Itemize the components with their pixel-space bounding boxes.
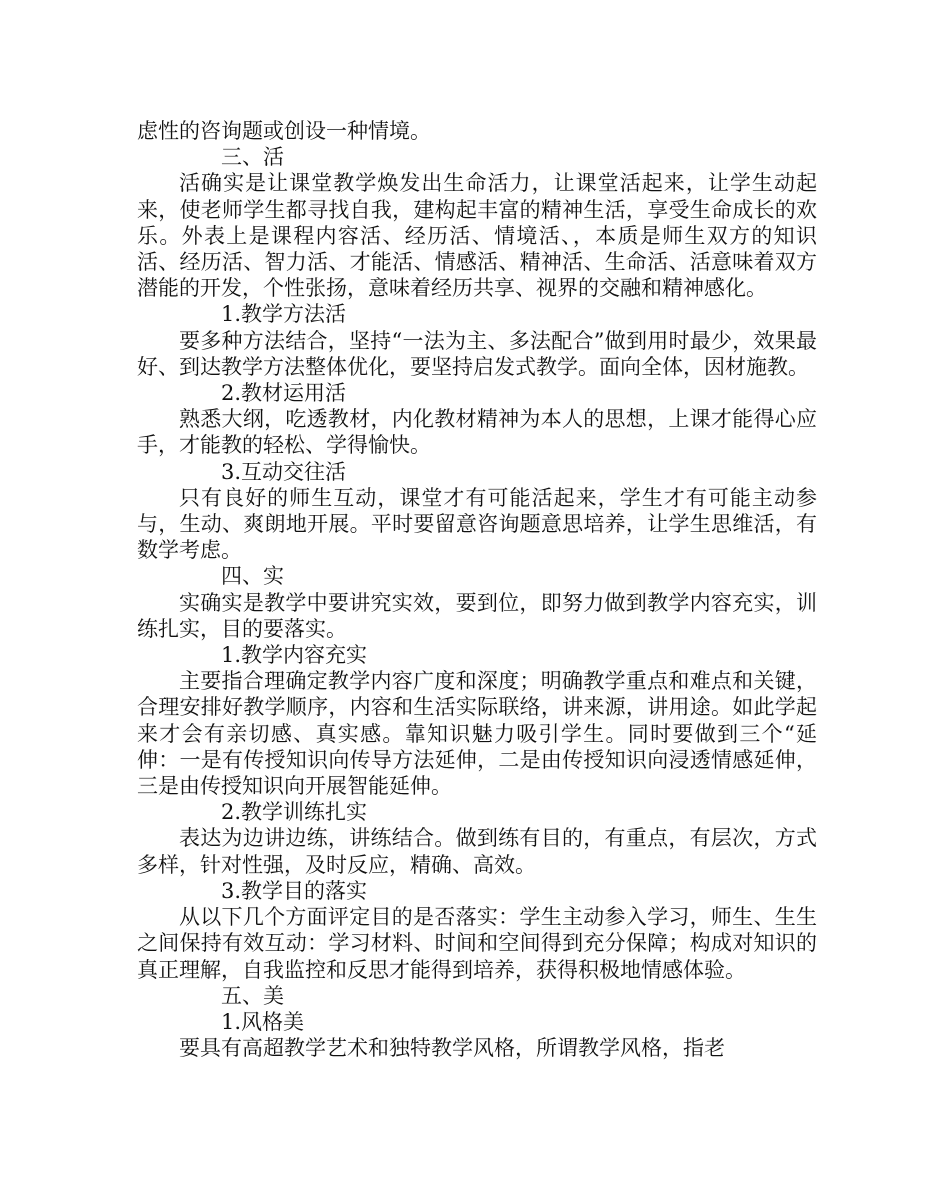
subheading-training: 2.教学训练扎实 bbox=[221, 800, 368, 825]
paragraph-goals: 从以下几个方面评定目的是否落实：学生主动参入学习，师生、生生之间保持有效互动：学习材料、时间和空间得到充分保障；构成对知识的真正理解，自我监控和反思才能得到培养，获得积极地情感体验。 bbox=[137, 905, 817, 982]
paragraph-textbook-use: 熟悉大纲，吃透教材，内化教材精神为本人的思想，上课才能得心应手，才能教的轻松、学得愉快。 bbox=[137, 407, 817, 458]
paragraph-teaching-method: 要多种方法结合，坚持“一法为主、多法配合”做到用时最少，效果最好、到达教学方法整体优化，要坚持启发式教学。面向全体，因材施教。 bbox=[137, 328, 817, 379]
section-heading-shi: 四、实 bbox=[221, 564, 284, 589]
paragraph-shi-definition: 实确实是教学中要讲究实效，要到位，即努力做到教学内容充实，训练扎实，目的要落实。 bbox=[137, 590, 817, 641]
subheading-content: 1.教学内容充实 bbox=[221, 643, 368, 668]
section-heading-mei: 五、美 bbox=[221, 983, 284, 1008]
paragraph-huo-definition: 活确实是让课堂教学焕发出生命活力，让课堂活起来，让学生动起来，使老师学生都寻找自我，建构起丰富的精神生活，享受生命成长的欢乐。外表上是课程内容活、经历活、情境活、，本质是师生双方的知识活、经历活、智力活、才能活、情感活、精神活、生命活、活意味着双方潜能的开发，个性张扬，意味着经历共享、视界的交融和精神感化。 bbox=[137, 171, 817, 301]
subheading-goals: 3.教学目的落实 bbox=[221, 878, 368, 903]
subheading-style: 1.风格美 bbox=[221, 1009, 305, 1034]
paragraph-content: 主要指合理确定教学内容广度和深度；明确教学重点和难点和关键，合理安排好教学顺序，内容和生活实际联络，讲来源，讲用途。如此学起来才会有亲切感、真实感。靠知识魅力吸引学生。同时要做到三个“延伸：一是有传授知识向传导方法延伸，二是由传授知识向浸透情感延伸，三是由传授知识向开展智能延伸。 bbox=[137, 669, 817, 799]
paragraph-interaction: 只有良好的师生互动，课堂才有可能活起来，学生才有可能主动参与，生动、爽朗地开展。平时要留意咨询题意思培养，让学生思维活，有数学考虑。 bbox=[137, 485, 817, 563]
paragraph-training: 表达为边讲边练，讲练结合。做到练有目的，有重点，有层次，方式多样，针对性强，及时反应，精确、高效。 bbox=[137, 826, 817, 877]
section-heading-huo: 三、活 bbox=[221, 145, 284, 170]
subheading-textbook-use: 2.教材运用活 bbox=[221, 381, 347, 406]
document-page bbox=[137, 118, 817, 1061]
subheading-interaction: 3.互动交往活 bbox=[221, 459, 347, 484]
paragraph-style: 要具有高超教学艺术和独特教学风格，所谓教学风格，指老 bbox=[179, 1036, 725, 1061]
subheading-teaching-method: 1.教学方法活 bbox=[221, 302, 347, 327]
paragraph-continuation: 虑性的咨询题或创设一种情境。 bbox=[137, 119, 431, 143]
